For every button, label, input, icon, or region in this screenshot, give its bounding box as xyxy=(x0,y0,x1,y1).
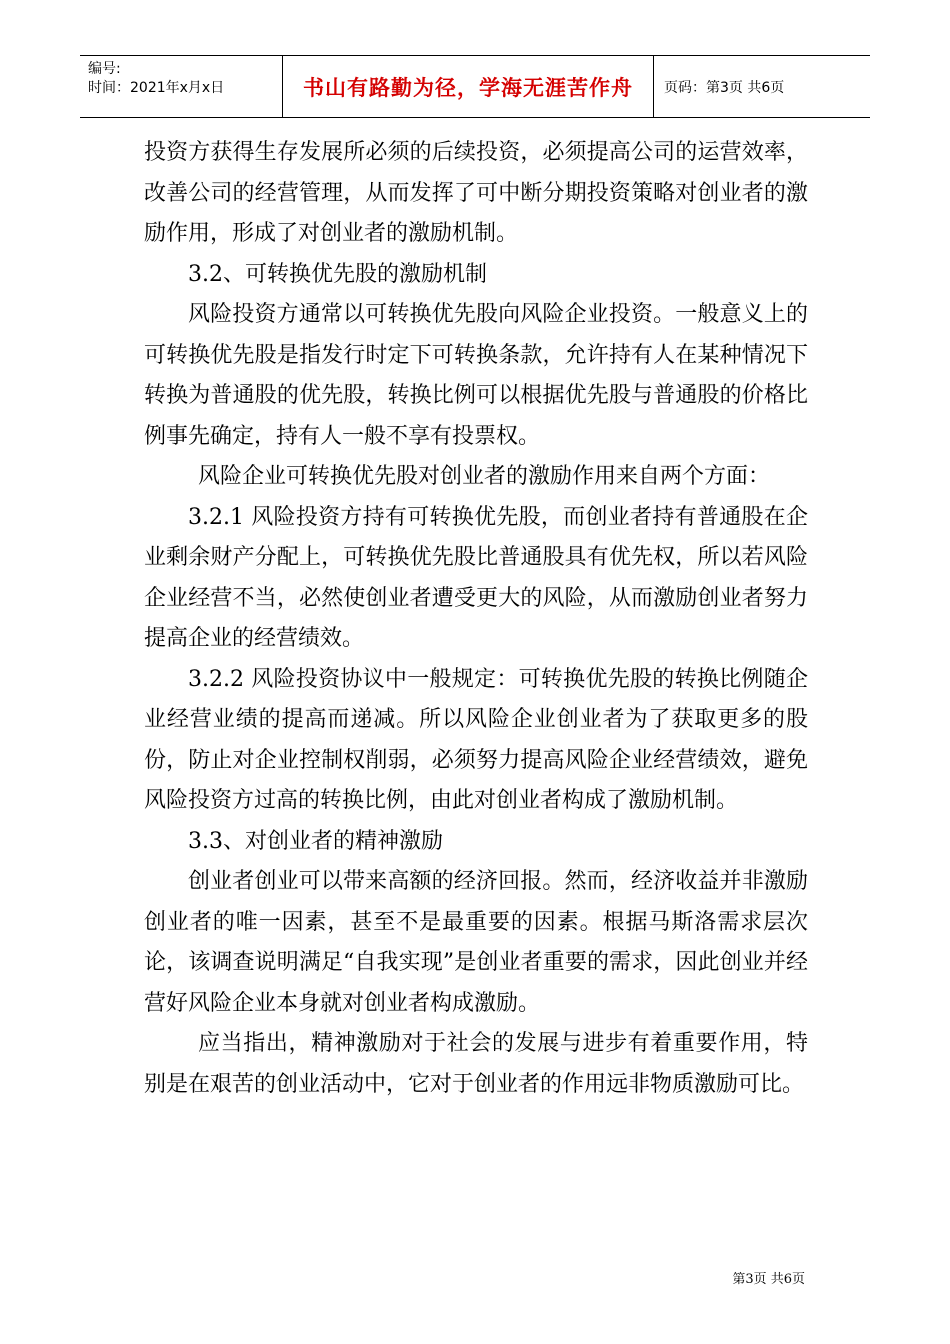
body-paragraph: 3.2.2 风险投资协议中一般规定：可转换优先股的转换比例随企业经营业绩的提高而递减。所以风险企业创业者为了获取更多的股份，防止对企业控制权削弱，必须努力提高风险企业经营绩效，避免风险投资方过高的转换比例，由此对创业者构成了激励机制。 xyxy=(144,666,808,813)
header-page-code: 页码：第3页 共6页 xyxy=(664,79,785,96)
document-body xyxy=(144,133,808,1105)
header-motto: 书山有路勤为径，学海无涯苦作舟 xyxy=(282,56,654,117)
page-footer: 第3页 共6页 xyxy=(732,1272,805,1287)
body-paragraph: 应当指出，精神激励对于社会的发展与进步有着重要作用，特别是在艰苦的创业活动中，它对于创业者的作用远非物质激励可比。 xyxy=(144,1031,808,1097)
page-header xyxy=(80,55,870,118)
section-heading: 3.2、可转换优先股的激励机制 xyxy=(188,261,487,287)
header-meta xyxy=(80,56,282,117)
body-paragraph: 创业者创业可以带来高额的经济回报。然而，经济收益并非激励创业者的唯一因素，甚至不是最重要的因素。根据马斯洛需求层次论，该调查说明满足“自我实现”是创业者重要的需求，因此创业并经营好风险企业本身就对创业者构成激励。 xyxy=(144,869,808,1016)
document-time-label: 时间：2021年x月x日 xyxy=(88,80,225,96)
body-paragraph: 投资方获得生存发展所必须的后续投资，必须提高公司的运营效率，改善公司的经营管理，从而发挥了可中断分期投资策略对创业者的激励作用，形成了对创业者的激励机制。 xyxy=(144,140,808,246)
body-paragraph: 3.2.1 风险投资方持有可转换优先股，而创业者持有普通股在企业剩余财产分配上，可转换优先股比普通股具有优先权，所以若风险企业经营不当，必然使创业者遭受更大的风险，从而激励创业者努力提高企业的经营绩效。 xyxy=(144,504,808,651)
body-paragraph: 风险企业可转换优先股对创业者的激励作用来自两个方面： xyxy=(198,464,771,489)
section-heading: 3.3、对创业者的精神激励 xyxy=(188,828,443,854)
body-paragraph: 风险投资方通常以可转换优先股向风险企业投资。一般意义上的可转换优先股是指发行时定下可转换条款，允许持有人在某种情况下转换为普通股的优先股，转换比例可以根据优先股与普通股的价格比例事先确定，持有人一般不享有投票权。 xyxy=(144,302,808,449)
document-number-label: 编号: xyxy=(88,61,121,77)
